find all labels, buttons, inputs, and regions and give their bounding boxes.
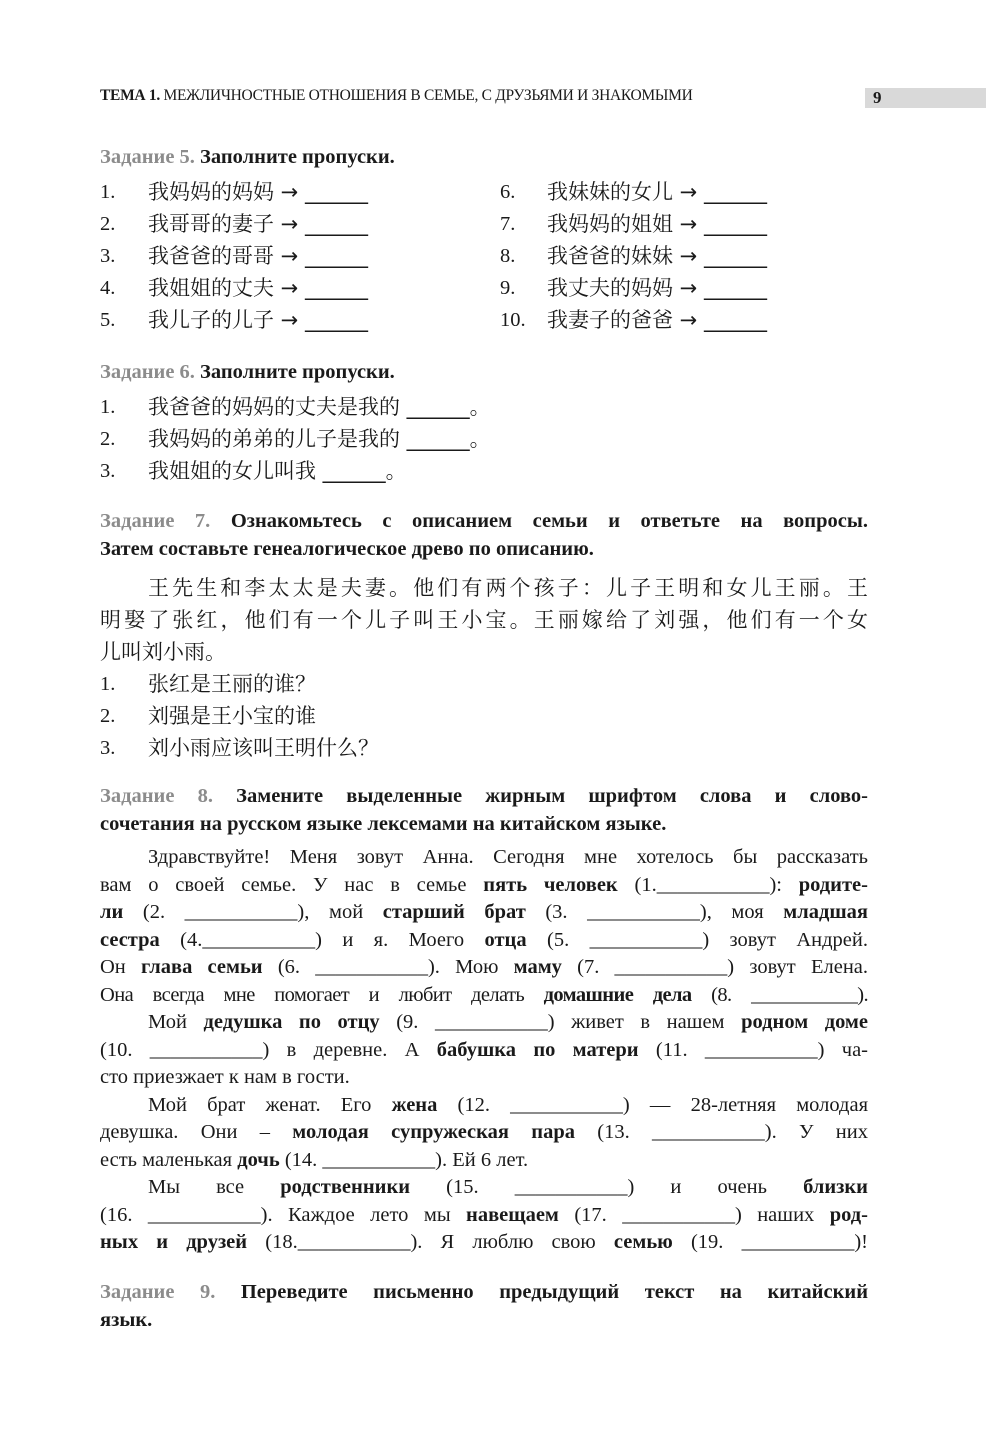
item-text: 我儿子的儿子 → ______ — [148, 308, 368, 332]
highlighted-term: род- — [829, 1203, 868, 1226]
highlighted-term: младшая — [783, 901, 868, 923]
paragraph-line — [100, 1119, 868, 1147]
task-6 — [100, 358, 868, 487]
page-number: 9 — [873, 88, 882, 107]
item-text: 我爸爸的妹妹 → ______ — [547, 244, 767, 268]
highlighted-term: молодая супружеская пара — [292, 1121, 575, 1143]
task-5 — [100, 143, 868, 336]
item-text: 我妈妈的妈妈 → ______ — [148, 180, 368, 204]
text-segment: Мой — [148, 1011, 204, 1033]
list-item — [100, 455, 868, 487]
text-segment: вам о своей семье. У нас в семье — [100, 873, 484, 896]
text-segment: (19. ___________)! — [672, 1231, 868, 1253]
paragraph-line — [100, 1174, 868, 1202]
text-segment: есть маленькая — [100, 1148, 238, 1171]
item-number: 8. — [500, 245, 516, 267]
item-number: 3. — [100, 737, 116, 759]
text-segment: Мой брат женат. Его — [148, 1093, 392, 1116]
paragraph-line — [100, 954, 868, 982]
text-segment: (18.___________). Я люблю свою — [247, 1231, 614, 1253]
text-segment: (16. ___________). Каждое лето мы — [100, 1203, 467, 1226]
task-8 — [100, 783, 868, 1257]
exercise-row — [100, 272, 868, 304]
running-header — [100, 87, 692, 105]
highlighted-term: сестра — [100, 928, 160, 951]
paragraph-line — [100, 899, 868, 927]
text-segment: (2. ___________), мой — [123, 901, 383, 923]
item-number: 7. — [500, 213, 516, 235]
list-item — [100, 700, 868, 732]
paragraph-line — [100, 1202, 868, 1230]
highlighted-term: домашние дела — [543, 983, 692, 1006]
text-segment: сто приезжает к нам в гости. — [100, 1066, 350, 1088]
paragraph-line: 王先生和李太太是夫妻。他们有两个孩子：儿子王明和女儿王丽。王 — [148, 576, 868, 600]
item-number: 1. — [100, 673, 116, 695]
highlighted-term: старший брат — [382, 901, 526, 923]
highlighted-term: бабушка по матери — [436, 1038, 639, 1061]
highlighted-term: ли — [100, 901, 124, 923]
item-number: 10. — [500, 309, 526, 331]
task-instruction-line-2: язык. — [100, 1308, 153, 1331]
item-text: 张红是王丽的谁？ — [148, 672, 316, 696]
page-number-bar — [865, 88, 986, 108]
list-item — [100, 423, 868, 455]
highlighted-term: родном доме — [741, 1011, 868, 1033]
text-segment: (10. ___________) в деревне. А — [100, 1038, 437, 1061]
task-instruction-line-2: Затем составьте генеалогическое древо по описанию. — [100, 537, 594, 560]
task-9 — [100, 1279, 868, 1334]
text-segment: (17. ___________) наших — [558, 1203, 830, 1226]
highlighted-term: маму — [513, 956, 562, 978]
highlighted-term: навещаем — [466, 1203, 559, 1226]
item-number: 2. — [100, 428, 116, 450]
highlighted-term: семью — [613, 1231, 673, 1253]
header-topic-label: ТЕМА 1. — [100, 87, 160, 104]
task-instruction-line-1: Ознакомьтесь с описанием семьи и ответьте на вопросы. — [230, 510, 868, 532]
task-5-title — [100, 143, 868, 171]
task-label: Задание 6. — [100, 361, 195, 383]
task-9-title — [100, 1279, 868, 1334]
text-segment: (9. ___________) живет в нашем — [379, 1011, 742, 1033]
text-segment: (13. ___________). У них — [575, 1121, 868, 1143]
text-segment: Он — [100, 956, 141, 978]
exercise-row — [100, 240, 868, 272]
item-number: 2. — [100, 705, 116, 727]
item-number: 5. — [100, 309, 116, 331]
task-label: Задание 7. — [100, 510, 211, 532]
paragraph-line — [100, 1092, 868, 1120]
item-text: 我妹妹的女儿 → ______ — [547, 180, 767, 204]
task-instruction: Заполните пропуски. — [200, 361, 395, 383]
highlighted-term: дочь — [237, 1148, 280, 1171]
highlighted-term: отца — [484, 928, 527, 951]
task-7 — [100, 508, 868, 764]
highlighted-term: дедушка по отцу — [203, 1011, 380, 1033]
highlighted-term: родственники — [280, 1176, 411, 1198]
item-number: 3. — [100, 245, 116, 267]
task-instruction-line-2: сочетания на русском языке лексемами на китайском языке. — [100, 812, 667, 835]
paragraph-line — [100, 1037, 868, 1065]
item-text: 我妈妈的姐姐 → ______ — [547, 212, 767, 236]
paragraph-line — [100, 844, 868, 872]
text-segment: (7. ___________) зовут Елена. — [561, 956, 868, 978]
task-7-title — [100, 508, 868, 563]
paragraph-line: 儿叫刘小雨。 — [100, 640, 226, 664]
text-segment: (4.___________) и я. Моего — [159, 928, 485, 951]
paragraph-line — [100, 872, 868, 900]
highlighted-term: глава семьи — [140, 956, 263, 978]
paragraph-line: 明娶了张红，他们有一个儿子叫王小宝。王丽嫁给了刘强，他们有一个女 — [100, 608, 868, 632]
text-segment: Здравствуйте! Меня зовут Анна. Сегодня мне хотелось бы рассказать — [148, 846, 868, 868]
paragraph-line — [100, 1064, 868, 1092]
paragraph-line — [100, 1147, 868, 1175]
highlighted-term: ных и друзей — [100, 1231, 248, 1253]
item-number: 4. — [100, 277, 116, 299]
paragraph-line — [100, 982, 868, 1010]
exercise-row — [100, 208, 868, 240]
item-text: 刘强是王小宝的谁 — [148, 704, 316, 728]
task-instruction: Заполните пропуски. — [200, 146, 395, 168]
exercise-row — [100, 176, 868, 208]
text-segment: (14. ___________). Ей 6 лет. — [279, 1148, 529, 1171]
task-label: Задание 5. — [100, 146, 195, 168]
text-segment: (15. ___________) и очень — [410, 1176, 804, 1198]
item-text: 我妻子的爸爸 → ______ — [547, 308, 767, 332]
text-segment: девушка. Они – — [100, 1121, 293, 1143]
text-segment: (5. ___________) зовут Андрей. — [526, 928, 868, 951]
text-segment: (6. ___________). Мою — [262, 956, 514, 978]
item-text: 我爸爸的哥哥 → ______ — [148, 244, 368, 268]
text-segment: Мы все — [148, 1176, 281, 1198]
list-item — [100, 391, 868, 423]
task-label: Задание 9. — [100, 1281, 216, 1303]
text-segment: (3. ___________), моя — [525, 901, 784, 923]
item-text: 我丈夫的妈妈 → ______ — [547, 276, 767, 300]
item-text: 刘小雨应该叫王明什么？ — [148, 736, 379, 760]
item-number: 2. — [100, 213, 116, 235]
text-segment: (12. ___________) — 28-летняя молодая — [437, 1093, 868, 1116]
item-number: 6. — [500, 181, 516, 203]
paragraph-line — [100, 1229, 868, 1257]
item-text: 我爸爸的妈妈的丈夫是我的 ______。 — [148, 395, 491, 419]
text-segment: (8. ___________). — [691, 983, 868, 1006]
highlighted-term: родите- — [798, 873, 868, 896]
task-8-title — [100, 783, 868, 838]
item-text: 我妈妈的弟弟的儿子是我的 ______。 — [148, 427, 491, 451]
item-text: 我哥哥的妻子 → ______ — [148, 212, 368, 236]
exercise-row — [100, 304, 868, 336]
item-text: 我姐姐的丈夫 → ______ — [148, 276, 368, 300]
task-label: Задание 8. — [100, 785, 213, 807]
text-segment: (1.___________): — [617, 873, 799, 896]
task-instruction-line-1: Переведите письменно предыдущий текст на китайский — [240, 1281, 868, 1303]
paragraph-line — [100, 1009, 868, 1037]
highlighted-term: пять человек — [483, 873, 618, 896]
task-6-title — [100, 358, 868, 386]
highlighted-term: близки — [803, 1176, 868, 1198]
item-number: 1. — [100, 181, 116, 203]
item-number: 3. — [100, 460, 116, 482]
highlighted-term: жена — [391, 1093, 438, 1116]
text-segment: (11. ___________) ча- — [638, 1038, 868, 1061]
header-topic-title: МЕЖЛИЧНОСТНЫЕ ОТНОШЕНИЯ В СЕМЬЕ, С ДРУЗЬЯМИ И ЗНАКОМЫМИ — [163, 87, 693, 104]
text-segment: Она всегда мне помогает и любит делать — [100, 983, 544, 1006]
item-number: 1. — [100, 396, 116, 418]
item-text: 我姐姐的女儿叫我 ______。 — [148, 459, 407, 483]
list-item — [100, 732, 868, 764]
paragraph-line — [100, 927, 868, 955]
task-instruction-line-1: Замените выделенные жирным шрифтом слова и слово- — [236, 785, 868, 807]
list-item — [100, 668, 868, 700]
item-number: 9. — [500, 277, 516, 299]
